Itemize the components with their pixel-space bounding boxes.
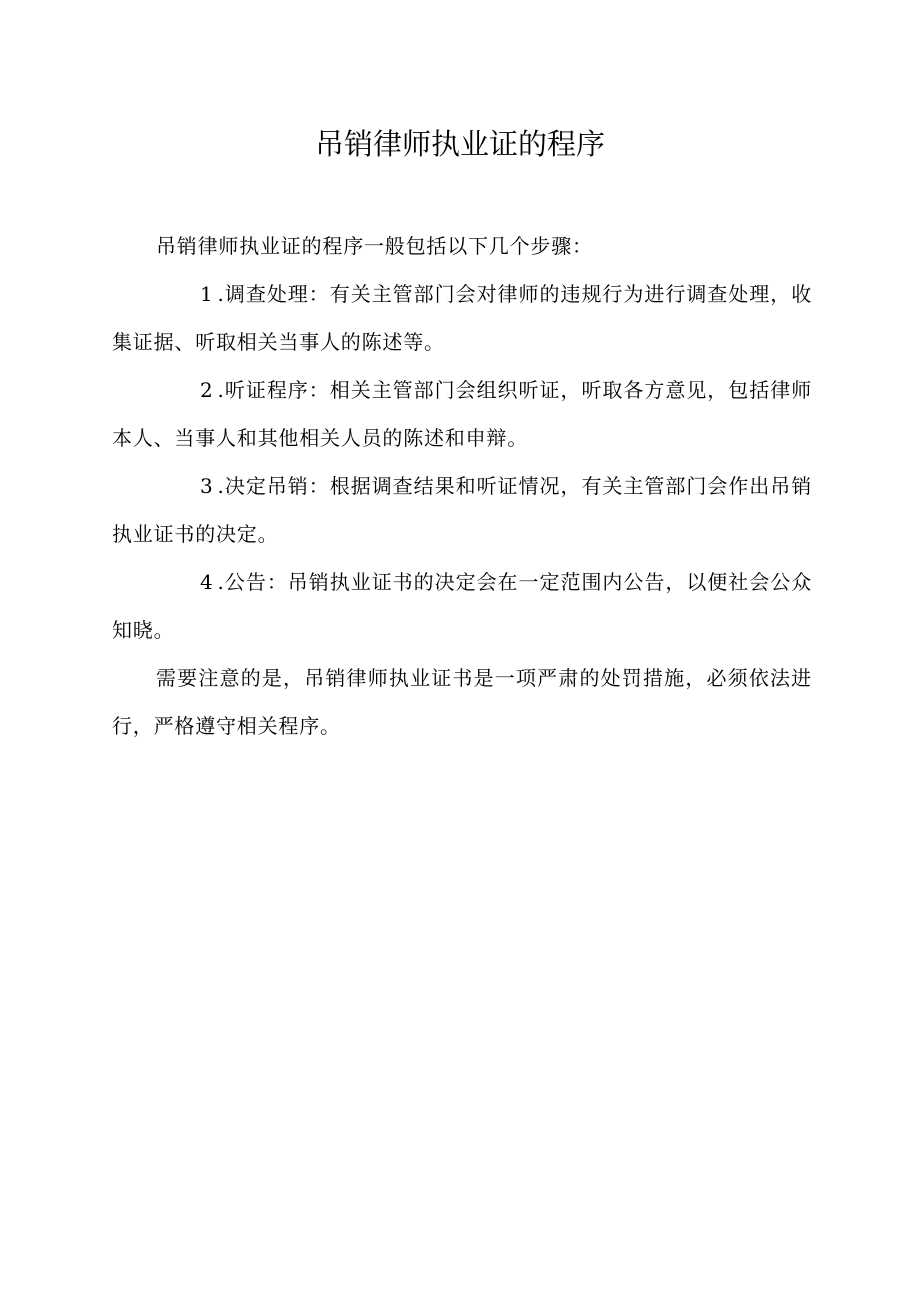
intro-paragraph: 吊销律师执业证的程序一般包括以下几个步骤： [156, 234, 593, 258]
document-body [112, 222, 812, 750]
step-text: .公告：吊销执业证书的决定会在一定范围内公告，以便社会公众知晓。 [112, 570, 812, 642]
step-number: 4 [200, 570, 214, 594]
conclusion-paragraph: 需要注意的是，吊销律师执业证书是一项严肃的处罚措施，必须依法进行，严格遵守相关程序。 [112, 666, 812, 738]
document-title: 吊销律师执业证的程序 [314, 127, 605, 161]
step-number: 3 [200, 474, 214, 498]
step-paragraph-4 [112, 558, 812, 654]
step-paragraph-3 [112, 462, 812, 558]
step-number: 1 [200, 282, 214, 306]
step-text: .听证程序：相关主管部门会组织听证，听取各方意见，包括律师本人、当事人和其他相关人员的陈述和申辩。 [112, 378, 812, 450]
step-paragraph-1 [112, 270, 812, 366]
step-text: .决定吊销：根据调查结果和听证情况，有关主管部门会作出吊销执业证书的决定。 [112, 474, 812, 546]
step-number: 2 [200, 378, 214, 402]
step-text: .调查处理：有关主管部门会对律师的违规行为进行调查处理，收集证据、听取相关当事人的陈述等。 [112, 282, 812, 354]
step-paragraph-2 [112, 366, 812, 462]
